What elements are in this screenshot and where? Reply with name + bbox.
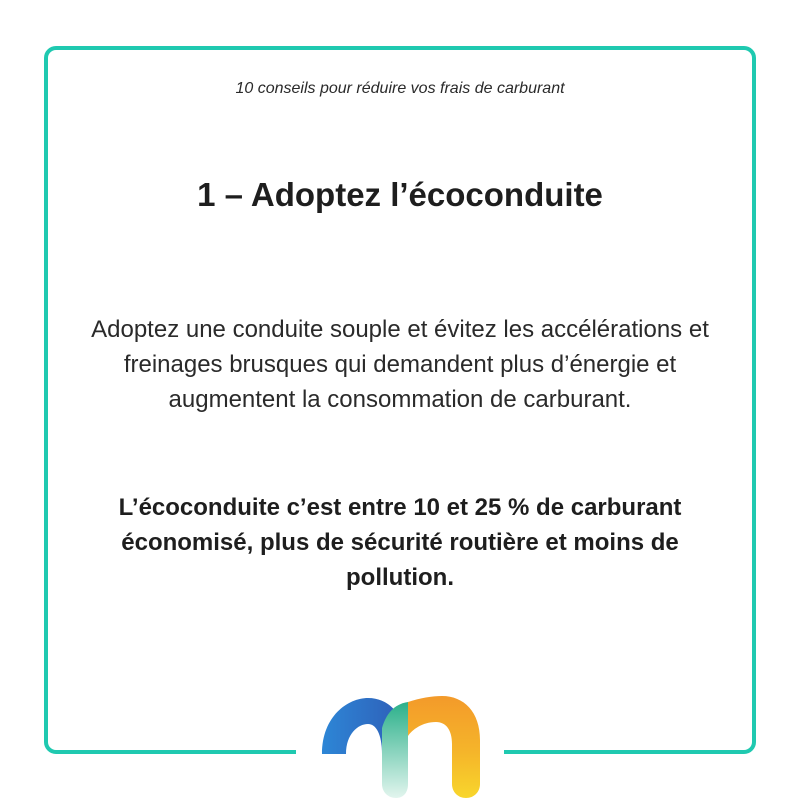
series-subtitle: 10 conseils pour réduire vos frais de carburant [235,80,565,97]
tip-heading: 1 – Adoptez l’écoconduite [197,176,603,213]
logo-right-arch [408,696,480,798]
tip-emphasis-text: L’écoconduite c’est entre 10 et 25 % de carburant économisé, plus de sécurité routière et moins de pollution. [118,494,682,591]
m-logo-icon [316,694,486,798]
tip-body-text: Adoptez une conduite souple et évitez les accélérations et freinages brusques qui demandent plus d’énergie et augmentent la consommation de carburant. [91,316,709,413]
